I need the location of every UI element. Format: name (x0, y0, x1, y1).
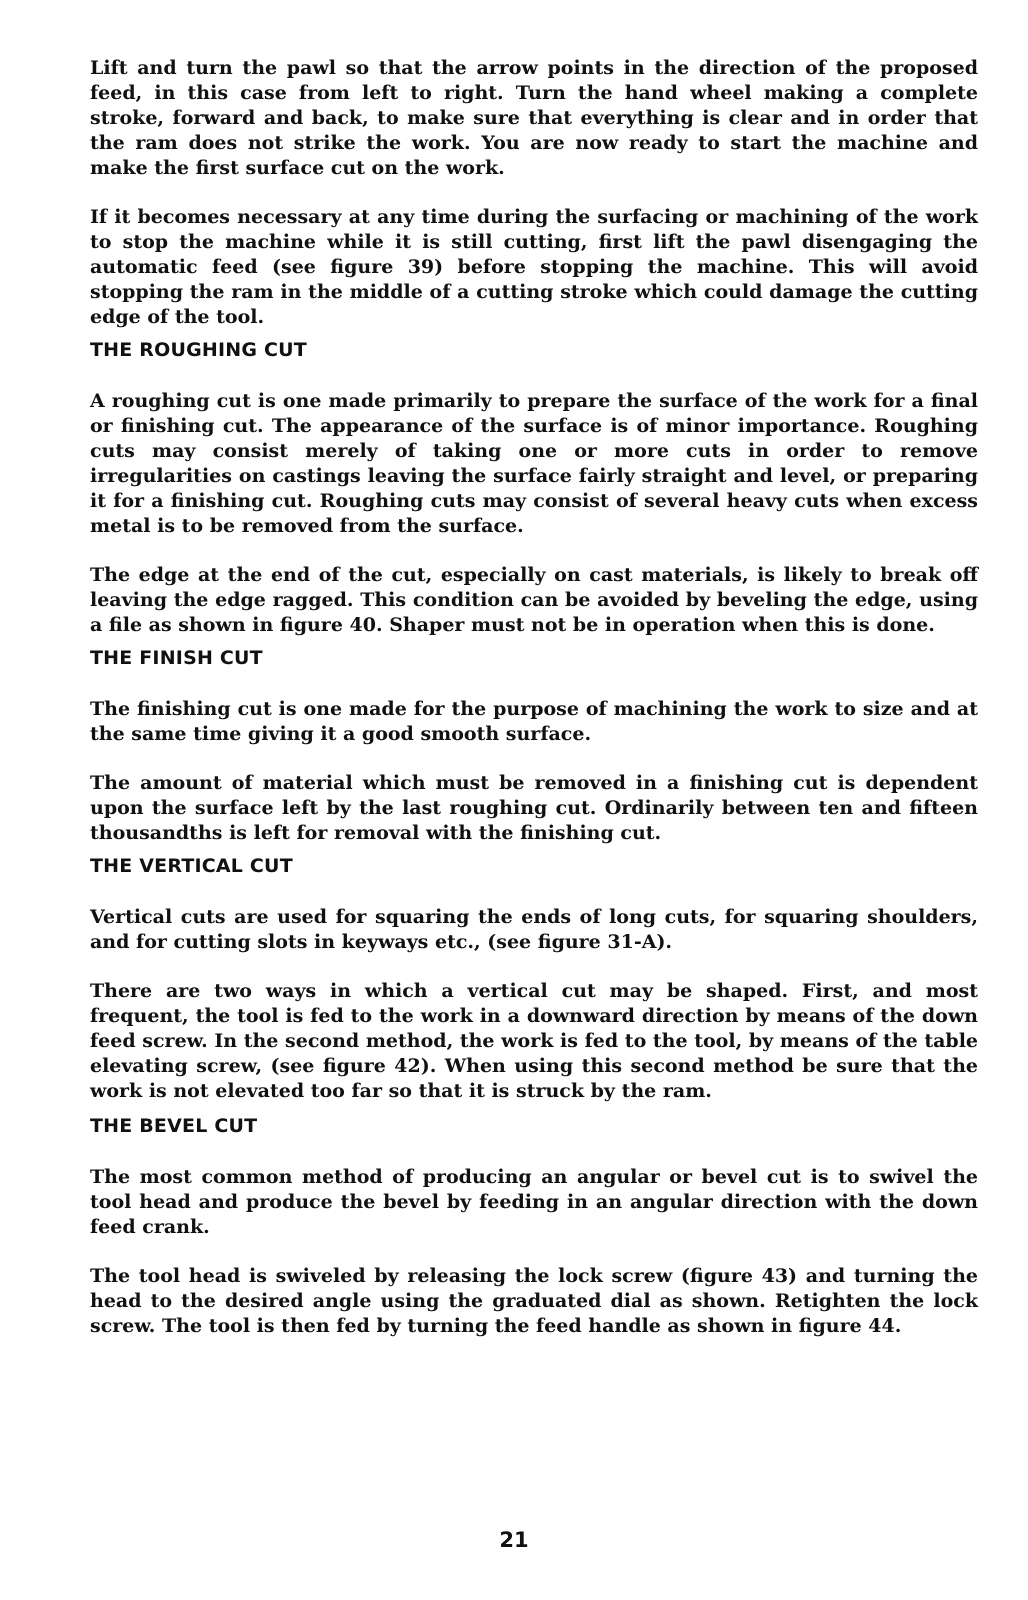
page-number: 21 (499, 1528, 529, 1552)
vertical-cut-heading: THE VERTICAL CUT (90, 855, 293, 877)
bevel-cut-heading: THE BEVEL CUT (90, 1115, 258, 1137)
roughing-paragraph-1: A roughing cut is one made primarily to prepare the surface of the work for a final or finishing cut. The appearance of the surface is of minor importance. Roughing cuts may consist merely of taking one or more cuts in order to remove irregularities on castings leaving the surface fairly straight and level, or preparing it for a finishing cut. Roughing cuts may consist of several heavy cuts when excess metal is to be removed from the surface. (90, 390, 978, 537)
intro-paragraph-2: If it becomes necessary at any time during the surfacing or machining of the work to stop the machine while it is still cutting, first lift the pawl disengaging the automatic feed (see figure 39) before stopping the machine. This will avoid stopping the ram in the middle of a cutting stroke which could damage the cutting edge of the tool. (90, 206, 978, 328)
intro-paragraph-1: Lift and turn the pawl so that the arrow points in the direction of the proposed feed, in this case from left to right. Turn the hand wheel making a complete stroke, forward and back, to make sure that everything is clear and in order that the ram does not strike the work. You are now ready to start the machine and make the first surface cut on the work. (90, 57, 978, 179)
finish-cut-heading: THE FINISH CUT (90, 647, 263, 669)
finish-paragraph-1: The finishing cut is one made for the purpose of machining the work to size and at the same time giving it a good smooth surface. (90, 698, 978, 745)
roughing-cut-heading: THE ROUGHING CUT (90, 339, 307, 361)
bevel-paragraph-2: The tool head is swiveled by releasing the lock screw (figure 43) and turning the head to the desired angle using the graduated dial as shown. Retighten the lock screw. The tool is then fed by turning the feed handle as shown in figure 44. (90, 1265, 978, 1337)
vertical-paragraph-2: There are two ways in which a vertical cut may be shaped. First, and most frequent, the tool is fed to the work in a downward direction by means of the down feed screw. In the second method, the work is fed to the tool, by means of the table elevating screw, (see figure 42). When using this second method be sure that the work is not elevated too far so that it is struck by the ram. (90, 980, 978, 1102)
roughing-paragraph-2: The edge at the end of the cut, especially on cast materials, is likely to break off leaving the edge ragged. This condition can be avoided by beveling the edge, using a file as shown in figure 40. Shaper must not be in operation when this is done. (90, 564, 978, 636)
bevel-paragraph-1: The most common method of producing an angular or bevel cut is to swivel the tool head and produce the bevel by feeding in an angular direction with the down feed crank. (90, 1166, 978, 1238)
document-page (90, 56, 978, 1339)
vertical-paragraph-1: Vertical cuts are used for squaring the ends of long cuts, for squaring shoulders, and for cutting slots in keyways etc., (see figure 31-A). (90, 906, 978, 953)
finish-paragraph-2: The amount of material which must be removed in a finishing cut is dependent upon the surface left by the last roughing cut. Ordinarily between ten and fifteen thousandths is left for removal with the finishing cut. (90, 772, 978, 844)
